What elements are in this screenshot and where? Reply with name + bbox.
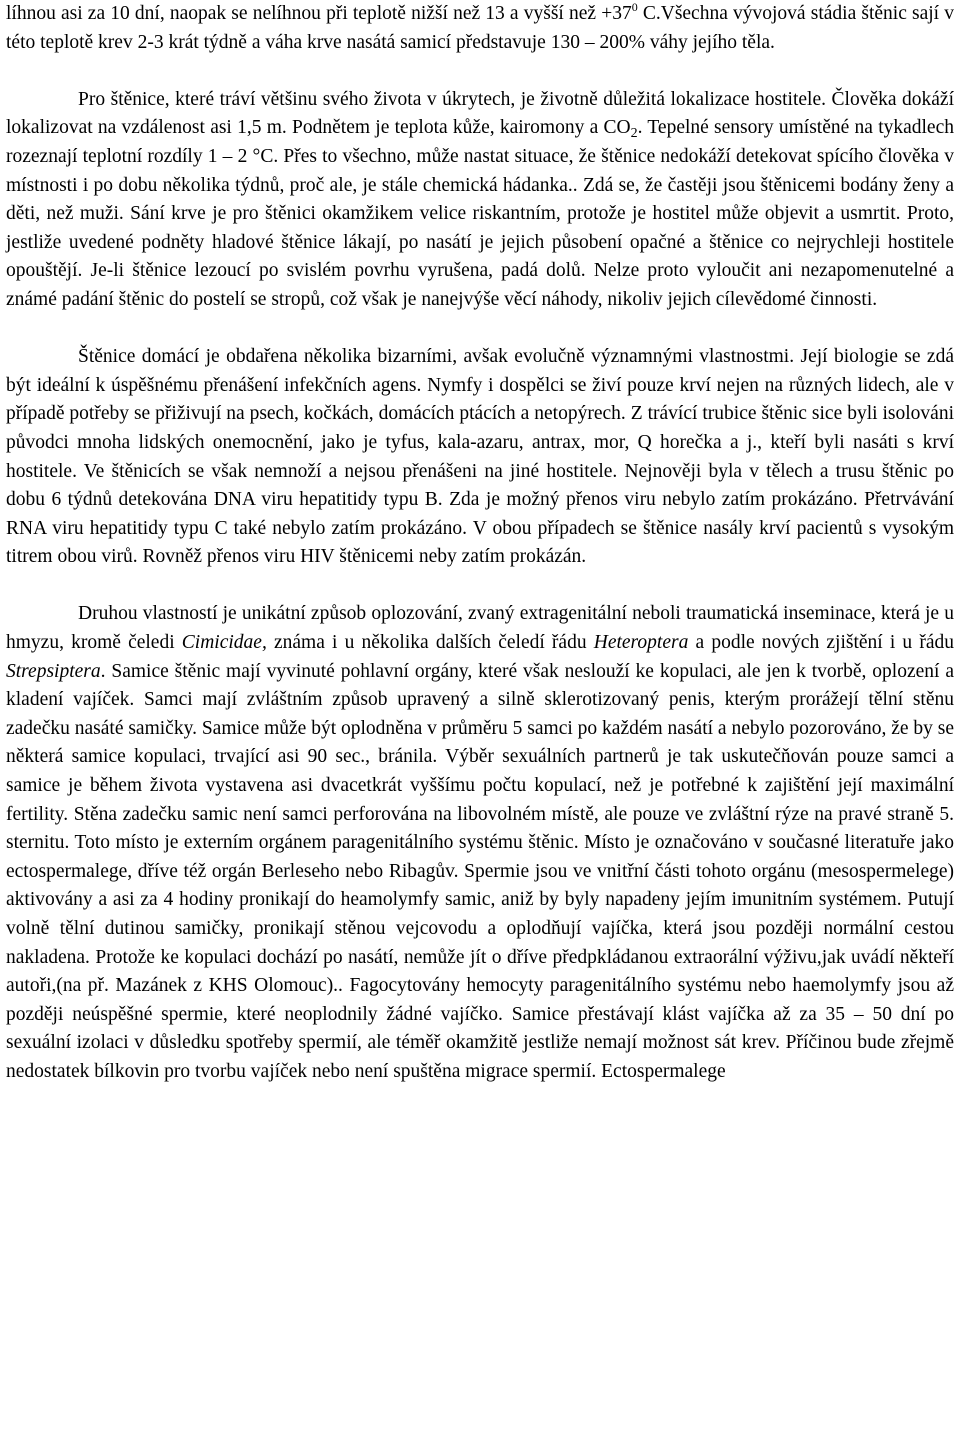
sentence-stimuli: Podnětem je teplota kůže, kairomony a CO [286,117,631,139]
paragraph-traumatic-insemination [6,600,954,1086]
sentence-phagocytosis: Fagocytovány hemocyty paragenitálního systému nebo haemolymfy jsou až později neúspěšné spermie, které neoplodnily žádné vajíčko. [6,975,954,1025]
sentence-bizarre-traits: Štěnice domácí je obdařena několika bizarními, avšak evolučně významnými vlastnostmi. [78,346,795,368]
sentence-hepatitis-c-rna: Přetrvávání RNA viru hepatitidy typu C také nebylo zatím prokázáno. [6,489,954,539]
sentence-high-titer: V obou případech se štěnice nasály krví pacientů s vysokým titrem obou virů. [6,517,955,568]
sentence-female-organs: Samice štěnic mají vyvinuté pohlavní orgány, které však neslouží ke kopulaci, ale jen k tvorbě, oplození a kladení vajíček. [6,660,954,711]
sentence-male-penis: Samci mají zvláštním způsob upravený a silně sklerotizovaný penis, kterým prorážejí tělní stěnu zadečku nasáté samičky. [6,689,954,739]
sentence-after-feeding: Proto, jestliže uvedené podněty hladové štěnice lákají, po nasátí je jejich působení opačné a štěnice co nejrychleji hostitele opouštějí. [6,203,954,282]
sentence-falling: Je-li štěnice lezoucí po svislém povrhu vyrušena, padá dolů. [82,260,586,282]
sentence-feeding-frequency: Všechna vývojová stádia štěnic sají v této teplotě krev 2-3 krát týdně a váha krve nasátá samicí představuje 130 – 200% váhy jejího těla. [6,3,954,53]
degree-superscript: 0 [631,0,638,14]
sentence-extraoral-nutrition: Protože ke kopulaci dochází po nasátí, nemůže jít o dříve předpkládanou extraorální výživu,jak uvádí někteří autoři,(na př. Mazánek z KHS Olomouc).. [6,946,954,997]
document-page [6,0,954,1087]
sentence-detection-failure: Přes to všechno, může nastat situace, že štěnice nedokáží detekovat spícího člověka v místnosti i po dobu několika týdnů, proč ale, je stále chemická hádanka.. [6,145,954,196]
sentence-insemination-end: . [100,660,106,682]
sentence-host-importance: Pro štěnice, které tráví většinu svého života v úkrytech, je životně důležitá lokalizace hostitele. [78,88,826,110]
sentence-feeding-risk: Sání krve je pro štěnici okamžikem velice riskantním, protože je hostitel může objevit a usmrtit. [123,203,901,225]
sentence-victims: Zdá se, že častěji jsou štěnicemi bodány ženy a děti, než muži. [6,174,955,225]
sentence-sperm-migration: Putují volně tělní dutinou samičky, pronikají stěnou vejcovodu a oplodňují vajíčka, která jsou později normální cestou nakladena. [6,889,954,968]
sentence-protein-shortage: Příčinou bude zřejmě nedostatek bílkovin pro tvorbu vajíček nebo není spuštěna migrace spermií. [6,1032,954,1082]
paragraph-host-localization [6,86,954,315]
sentence-egg-laying-stop: Samice přestávají klást vajíčka až za 35 – 50 dní po sexuální izolaci v důsledku spotřeby spermií, ale téměř okamžitě jestliže nemají možnost sát krev. [6,1003,954,1054]
sentence-ectospermalege-trailing: Ectospermalege [596,1060,726,1082]
sentence-abdomen-wall: Stěna zadečku samic není samci perforována na libovolném místě, ale pouze ve zvláštní rýze na pravé straně 5. sternitu. [6,803,954,854]
sentence-stimuli-end: . [637,117,643,139]
sentence-hatching: líhnou asi za 10 dní, naopak se nelíhnou při teplotě nižší než 13 a vyšší než +37 [6,3,632,24]
co2-subscript: 2 [630,126,638,142]
sentence-hatching-end: C. [637,3,661,24]
taxon-heteroptera: Heteroptera [593,632,689,654]
sentence-transmission-unproven: Zda je možný přenos viru nebylo zatím prokázáno. [442,489,858,511]
sentence-partner-selection: Výběr sexuálních partnerů je tak uskutečňován pouze samci a samice je během života vystavena asi dvacetkrát vyššímu počtu kopulací, než je potřebné k zajištění její maximální fertility. [6,746,954,825]
sentence-insemination-intro: Druhou vlastností je unikátní způsob oplozování, zvaný extragenitální neboli traumatická inseminace, která je u hmyzu, kromě čeledi [6,603,954,654]
sentence-detection-distance: Člověka dokáží lokalizovat na vzdálenost asi 1,5 m. [6,88,954,139]
sentence-external-organ: Toto místo je externím orgánem paragenitálního systému štěnic. [69,832,579,854]
sentence-sperm-activation: Spermie jsou ve vnitřní části tohoto orgánu (mesospermelege) aktivovány a asi za 4 hodiny pronikají do heamolymfy samic, aniž by byly napadeny jejím imunitním systémem. [6,860,954,911]
paragraph-pathogen-transmission [6,343,954,572]
sentence-ectospermalege: Místo je označováno v současné literatuře jako ectospermalege, dříve též orgán Berleseho nebo Ribagův. [6,832,954,882]
taxon-cimicidae: Cimicidae, [181,632,267,654]
sentence-hiv: Rovněž přenos viru HIV štěnicemi neby zatím prokázán. [137,546,587,568]
sentence-thermal-sensors: Tepelné sensory umístěné na tykadlech rozeznají teplotní rozdíly 1 – 2 °C. [6,117,954,167]
sentence-insemination-cont2: a podle nových zjištění i u řádu [688,632,954,654]
sentence-biology-ideal: Její biologie se zdá být ideální k úspěšnému přenášení infekčních agens. [6,346,954,396]
sentence-hepatitis-b-dna: Nejnověji byla v tělech a trusu štěnic po dobu 6 týdnů detekována DNA viru hepatitidy typu B. [6,460,954,511]
sentence-mating-frequency: Samice může být oplodněna v průměru 5 samci po každém nasátí a nebylo pozorováno, že by se některá samice kopulaci, trvající asi 90 sec., bránila. [6,717,955,768]
taxon-strepsiptera: Strepsiptera [6,660,101,682]
sentence-blood-hosts: Nymfy i dospělci se živí pouze krví nejen na různých lidech, ale v případě potřeby se přiživují na psech, kočkách, domácích ptácích a netopýrech. [6,374,954,425]
sentence-pathogens-isolated: Z trávící trubice štěnic sice byli isolováni původci mnoha lidských onemocnění, jako je tyfus, kala-azaru, antrax, mor, Q horečka a j., kteří byli nasáti s krví hostitele. [6,403,954,482]
sentence-no-multiplication: Ve štěnicích se však nemnoží a nejsou přenášeni na jiné hostitele. [76,460,618,482]
sentence-insemination-cont: známa i u několika dalších čeledí řádu [266,632,594,654]
paragraph-hatching-feeding [6,0,954,57]
sentence-ceiling-drop: Nelze proto vyloučit ani nezapomenutelné a známé padání štěnic do postelí se stropů, což však je nanejvýše věcí náhody, nikoliv jejich cílevědomé činnosti. [6,260,954,310]
